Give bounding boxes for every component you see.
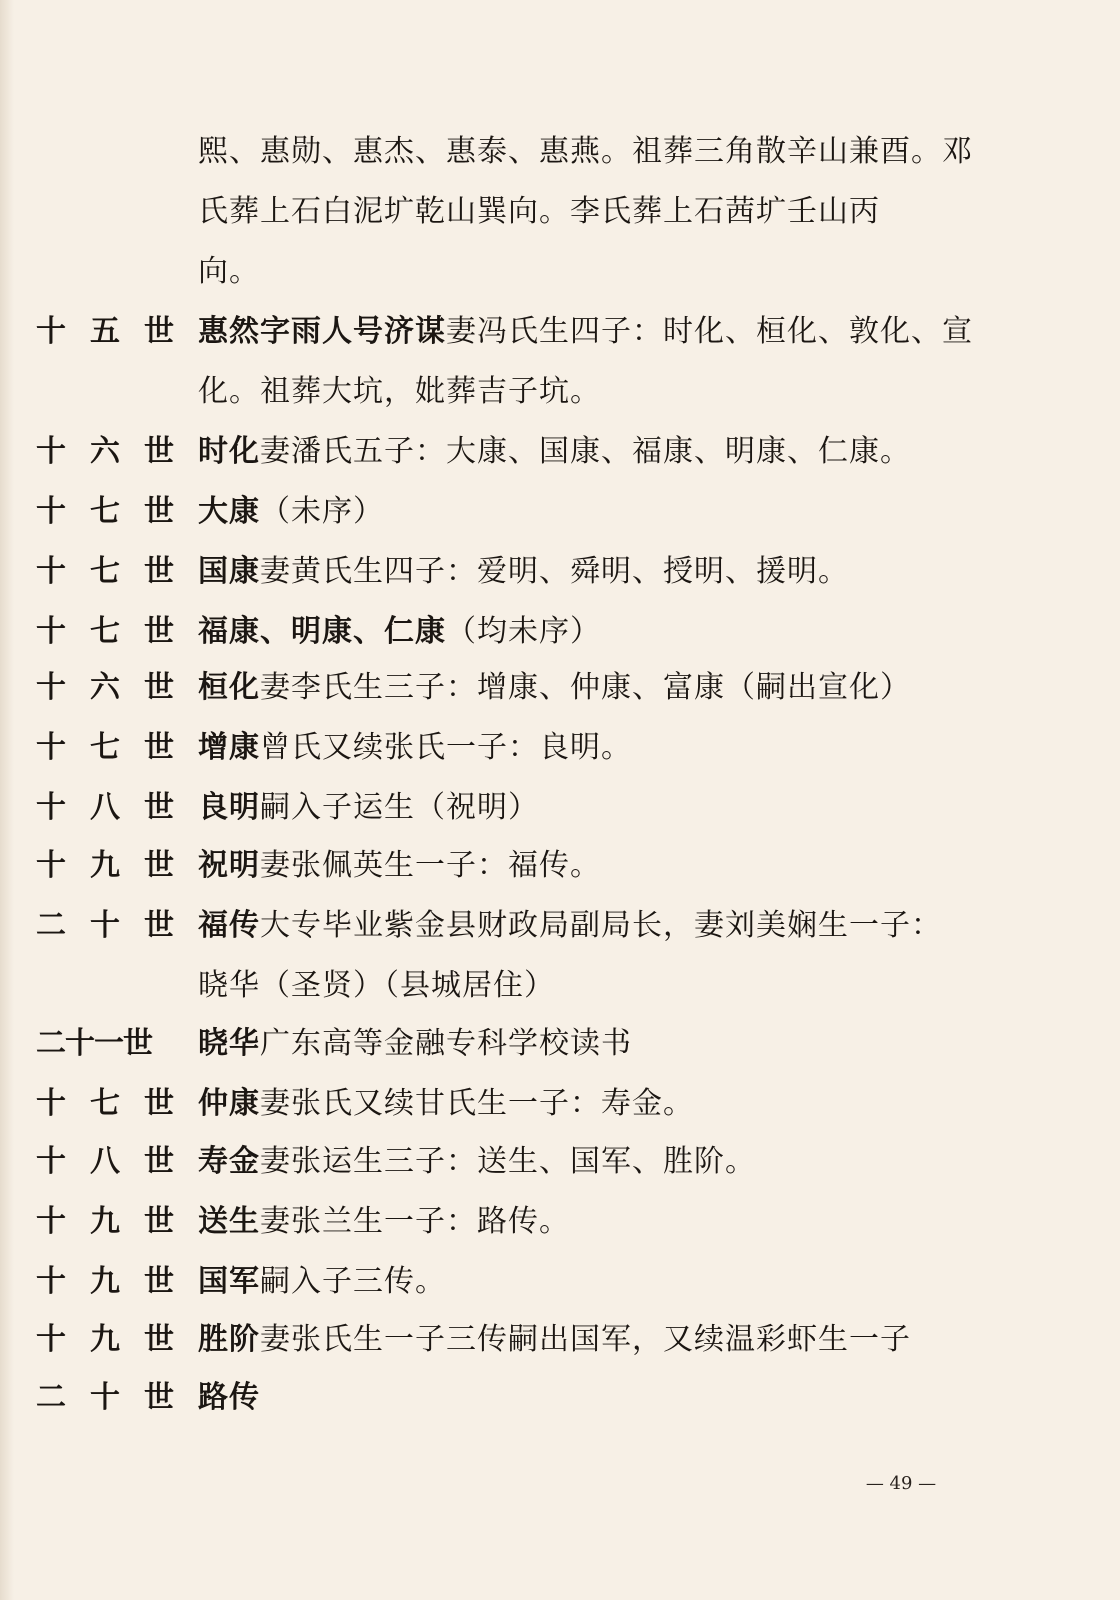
entry-description: 妻潘氏五子：大康、国康、福康、明康、仁康。	[260, 434, 911, 469]
entry-text	[198, 1378, 968, 1418]
person-name: 福康、明康、仁康	[198, 614, 446, 649]
person-name: 福传	[198, 908, 260, 943]
person-name: 桓化	[198, 670, 260, 705]
entry-description: （未序）	[260, 494, 384, 529]
person-name: 祝明	[198, 848, 260, 883]
entry-continuation-text: 晓华（圣贤）（县城居住）	[198, 968, 555, 1003]
person-name: 晓华	[198, 1026, 260, 1061]
entry-text	[198, 432, 968, 472]
entry-text	[198, 906, 968, 946]
continuation-text: 熙、惠勋、惠杰、惠泰、惠燕。祖葬三角散辛山兼酉。邓	[198, 134, 973, 169]
person-name: 国康	[198, 554, 260, 589]
entry-description: 妻张佩英生一子：福传。	[260, 848, 601, 883]
entry-description: 嗣入子三传。	[260, 1264, 446, 1299]
entry-description: 妻张运生三子：送生、国军、胜阶。	[260, 1144, 756, 1179]
person-name: 大康	[198, 494, 260, 529]
generation-label: 十 七 世	[36, 554, 174, 589]
entry-text	[198, 846, 968, 886]
generation-label: 二十一世	[36, 1026, 152, 1061]
generation-label: 十 六 世	[36, 670, 174, 705]
entry-text	[198, 1084, 968, 1124]
person-name: 寿金	[198, 1144, 260, 1179]
person-name: 增康	[198, 730, 260, 765]
person-name: 惠然字雨人号济谋	[198, 314, 446, 349]
generation-label: 十 九 世	[36, 1204, 174, 1239]
entry-description: 大专毕业紫金县财政局副局长，妻刘美娴生一子：	[260, 908, 942, 943]
generation-label: 十 九 世	[36, 848, 174, 883]
entry-continuation-text: 化。祖葬大坑，妣葬吉子坑。	[198, 374, 601, 409]
person-name: 胜阶	[198, 1322, 260, 1357]
generation-label: 十 五 世	[36, 314, 174, 349]
entry-text	[198, 1202, 968, 1242]
generation-label: 十 七 世	[36, 730, 174, 765]
entry-description: 嗣入子运生（祝明）	[260, 790, 539, 825]
entry-description: 曾氏又续张氏一子：良明。	[260, 730, 632, 765]
entry-description: 妻张氏又续甘氏生一子：寿金。	[260, 1086, 694, 1121]
generation-label: 十 七 世	[36, 1086, 174, 1121]
generation-label: 十 八 世	[36, 790, 174, 825]
entry-text	[198, 492, 968, 532]
entry-text	[198, 312, 973, 352]
entry-text	[198, 668, 968, 708]
entry-description: 妻黄氏生四子：爱明、舜明、授明、援明。	[260, 554, 849, 589]
entry-text	[198, 1320, 968, 1360]
continuation-text: 向。	[198, 254, 260, 289]
page-number: — 49 —	[865, 1473, 937, 1494]
generation-label: 十 七 世	[36, 494, 174, 529]
entry-description: 妻张氏生一子三传嗣出国军，又续温彩虾生一子	[260, 1322, 911, 1357]
generation-label: 十 八 世	[36, 1144, 174, 1179]
entry-text	[198, 1024, 968, 1064]
person-name: 时化	[198, 434, 260, 469]
person-name: 国军	[198, 1264, 260, 1299]
entry-description: （均未序）	[446, 614, 601, 649]
entry-description: 广东高等金融专科学校读书	[260, 1026, 632, 1061]
generation-label: 十 九 世	[36, 1264, 174, 1299]
generation-label: 二 十 世	[36, 1380, 174, 1415]
generation-label: 十 六 世	[36, 434, 174, 469]
person-name: 送生	[198, 1204, 260, 1239]
person-name: 路传	[198, 1380, 260, 1415]
entry-text	[198, 1262, 968, 1302]
generation-label: 十 九 世	[36, 1322, 174, 1357]
entry-text	[198, 612, 968, 652]
entry-text	[198, 788, 968, 828]
generation-label: 十 七 世	[36, 614, 174, 649]
person-name: 仲康	[198, 1086, 260, 1121]
entry-text	[198, 728, 968, 768]
entry-description: 妻冯氏生四子：时化、桓化、敦化、宣	[446, 314, 973, 349]
entry-text	[198, 1142, 968, 1182]
entry-description: 妻李氏生三子：增康、仲康、富康（嗣出宣化）	[260, 670, 911, 705]
person-name: 良明	[198, 790, 260, 825]
generation-label: 二 十 世	[36, 908, 174, 943]
entry-description: 妻张兰生一子：路传。	[260, 1204, 570, 1239]
continuation-text: 氏葬上石白泥圹乾山巽向。李氏葬上石茜圹壬山丙	[198, 194, 880, 229]
entry-text	[198, 552, 968, 592]
